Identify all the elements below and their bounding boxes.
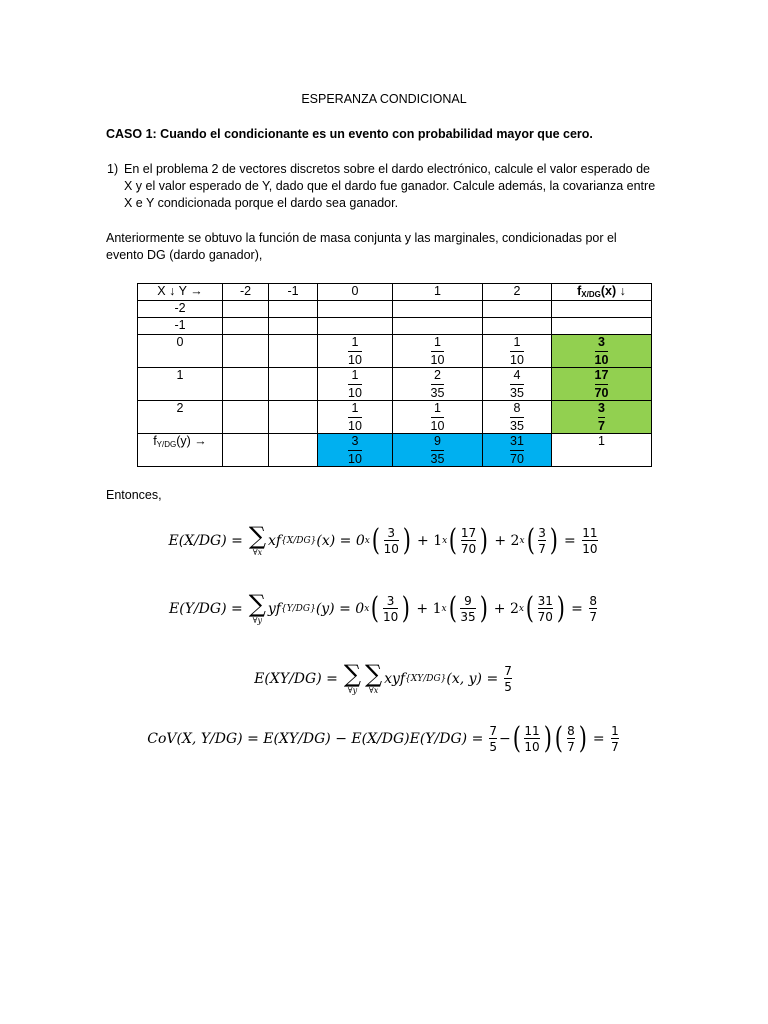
joint-pmf-table <box>137 283 652 467</box>
y-header: -2 <box>223 284 269 301</box>
denominator: 10 <box>510 353 524 367</box>
fraction <box>510 368 524 400</box>
marginal-x-cell <box>552 335 652 368</box>
frac: 3 10 <box>382 593 399 624</box>
numerator: 1 <box>351 368 359 382</box>
eq-exy-lhs: E(XY/DG) = <box>254 670 338 687</box>
denominator: 10 <box>348 386 362 400</box>
entonces-text: Entonces, <box>106 488 162 502</box>
marginal-x-cell <box>552 401 652 434</box>
numerator: 1 <box>351 335 359 349</box>
numerator: 31 <box>510 434 524 448</box>
result-frac: $\frac{11}{10}$ <box>582 525 598 556</box>
marginal-x-header-sub: X/DG <box>581 290 601 299</box>
table-row <box>138 335 652 368</box>
x-label: 0 <box>138 335 223 368</box>
x-label: 2 <box>138 401 223 434</box>
intro-line-1: Anteriormente se obtuvo la función de masa conjunta y las marginales, condicionadas por el <box>106 231 617 245</box>
marginal-y-cell <box>393 434 483 467</box>
numerator: 8 <box>513 401 521 415</box>
fraction <box>510 434 524 466</box>
table-cell <box>318 318 393 335</box>
equation-expected-x: E(X/DG) = ∑ ∀x xf {X/DG} (x) = 0 x ( 3 10 ) + 1 x ( 17 70 ) + 2 x ( 3 7 ) = $\frac{11}{10}$ <box>168 522 598 558</box>
equation-covariance: CoV(X, Y/DG) = E(XY/DG) − E(X/DG)E(Y/DG) = 7 5 − ( 11 10 ) ( 8 7 ) = $\frac{1}{7}$ <box>147 721 619 756</box>
frac: 3 10 <box>383 525 399 556</box>
frac: 11 10 <box>524 724 540 754</box>
y-header: 1 <box>393 284 483 301</box>
table-cell <box>483 335 552 368</box>
denominator: 10 <box>348 452 362 466</box>
problem-number: 1) <box>107 162 119 176</box>
x-label: 1 <box>138 368 223 401</box>
table-cell <box>269 335 318 368</box>
numerator: 1 <box>434 335 441 349</box>
equation-expected-xy: E(XY/DG) = ∑ ∀y ∑ ∀x xyf {XY/DG} (x, y) = 7 5 <box>254 660 512 695</box>
marginal-x-header-tail: (x) ↓ <box>600 284 626 298</box>
marginal-y-cell <box>269 434 318 467</box>
table-cell <box>269 368 318 401</box>
table-cell <box>393 368 483 401</box>
fraction <box>431 401 445 433</box>
table-cell <box>223 301 269 318</box>
numerator: 1 <box>513 335 521 349</box>
table-cell <box>393 401 483 434</box>
denominator: 35 <box>430 452 445 466</box>
y-header: -1 <box>269 284 318 301</box>
table-cell <box>318 401 393 434</box>
table-header-row <box>138 284 652 301</box>
table-cell <box>393 301 483 318</box>
table-row <box>138 401 652 434</box>
denominator: 35 <box>510 386 524 400</box>
table-row <box>138 318 652 335</box>
total-cell: 1 <box>552 434 652 467</box>
marginal-y-label-tail: (y) → <box>176 434 207 448</box>
problem-line-2: X y el valor esperado de Y, dado que el dardo fue ganador. Calcule además, la covarianza entre <box>124 179 656 193</box>
result-frac: $\frac{8}{7}$ <box>589 593 597 624</box>
denominator: 10 <box>430 419 445 433</box>
sum-symbol: ∑ ∀x <box>364 660 383 695</box>
eq-ey-lhs: E(Y/DG) = <box>169 600 243 617</box>
x-label: -1 <box>138 318 223 335</box>
denominator: 10 <box>348 419 362 433</box>
sum-symbol: ∑ ∀y <box>248 590 266 625</box>
table-cell <box>223 335 269 368</box>
marginal-y-cell <box>223 434 269 467</box>
numerator: 3 <box>351 434 359 448</box>
frac: 9 35 <box>460 593 476 624</box>
marginal-x-header <box>552 284 652 301</box>
denominator: 10 <box>348 353 362 367</box>
numerator: 3 <box>598 335 605 349</box>
denominator: 70 <box>510 452 524 466</box>
denominator: 35 <box>430 386 445 400</box>
fraction <box>510 401 524 433</box>
table-cell <box>318 335 393 368</box>
table-cell <box>269 301 318 318</box>
table-cell <box>483 401 552 434</box>
numerator: 2 <box>434 368 441 382</box>
fraction <box>595 335 609 367</box>
denominator: 10 <box>594 353 609 367</box>
numerator: 9 <box>434 434 441 448</box>
table-cell <box>393 335 483 368</box>
result-frac: 7 5 <box>504 663 512 694</box>
denominator: 70 <box>594 386 609 400</box>
fraction <box>431 368 445 400</box>
table-cell <box>269 401 318 434</box>
table-cell <box>318 368 393 401</box>
numerator: 17 <box>594 368 609 382</box>
frac: 7 5 <box>489 724 497 754</box>
table-cell <box>269 318 318 335</box>
frac: 3 7 <box>538 525 546 556</box>
table-cell <box>223 318 269 335</box>
marginal-y-label-main: f <box>153 434 157 448</box>
marginal-y-row <box>138 434 652 467</box>
fraction <box>595 368 609 400</box>
fraction <box>348 368 362 400</box>
eq-cov-lhs: CoV(X, Y/DG) = E(XY/DG) − E(X/DG)E(Y/DG) = <box>147 731 484 747</box>
table-cell <box>223 368 269 401</box>
frac: 17 70 <box>460 525 477 556</box>
fraction <box>348 335 362 367</box>
marginal-y-cell <box>483 434 552 467</box>
table-cell <box>393 318 483 335</box>
denominator: 10 <box>430 353 445 367</box>
page-title: ESPERANZA CONDICIONAL <box>301 92 467 106</box>
denominator: 7 <box>598 419 605 433</box>
y-header: 2 <box>483 284 552 301</box>
table-row <box>138 301 652 318</box>
x-label: -2 <box>138 301 223 318</box>
equation-expected-y: E(Y/DG) = ∑ ∀y yf {Y/DG} (y) = 0 x ( 3 10 ) + 1 x ( 9 35 ) + 2 x ( 31 70 ) = $\frac{8}{7}$ <box>169 590 597 626</box>
problem-line-3: X e Y condicionada porque el dardo sea ganador. <box>124 196 399 210</box>
fraction <box>348 401 362 433</box>
frac: 8 7 <box>567 724 575 754</box>
table-cell <box>223 401 269 434</box>
marginal-x-cell <box>552 301 652 318</box>
marginal-x-header-main: f <box>577 284 582 298</box>
sum-symbol: ∑ ∀y <box>343 660 361 695</box>
marginal-y-label-sub: Y/DG <box>156 440 177 449</box>
marginal-y-label <box>138 434 223 467</box>
numerator: 1 <box>434 401 441 415</box>
numerator: 3 <box>598 401 605 415</box>
eq-ex-lhs: E(X/DG) = <box>168 532 243 549</box>
fraction <box>431 335 445 367</box>
table-corner: X ↓ Y → <box>138 284 223 301</box>
numerator: 1 <box>351 401 359 415</box>
problem-line-1: En el problema 2 de vectores discretos sobre el dardo electrónico, calcule el valor esperado de <box>124 162 650 176</box>
y-header: 0 <box>318 284 393 301</box>
marginal-y-cell <box>318 434 393 467</box>
table-cell <box>318 301 393 318</box>
table-row <box>138 368 652 401</box>
fraction <box>598 401 605 433</box>
table-cell <box>483 318 552 335</box>
intro-line-2: evento DG (dardo ganador), <box>106 248 263 262</box>
denominator: 35 <box>510 419 524 433</box>
result-frac: $\frac{1}{7}$ <box>611 724 619 754</box>
table-cell <box>483 301 552 318</box>
frac: 31 70 <box>537 593 553 624</box>
marginal-x-cell <box>552 318 652 335</box>
fraction <box>431 434 445 466</box>
caso-heading: CASO 1: Cuando el condicionante es un evento con probabilidad mayor que cero. <box>106 127 593 141</box>
sum-symbol: ∑ ∀x <box>248 522 267 557</box>
table-cell <box>483 368 552 401</box>
marginal-x-cell <box>552 368 652 401</box>
numerator: 4 <box>513 368 521 382</box>
fraction <box>348 434 362 466</box>
fraction <box>510 335 524 367</box>
